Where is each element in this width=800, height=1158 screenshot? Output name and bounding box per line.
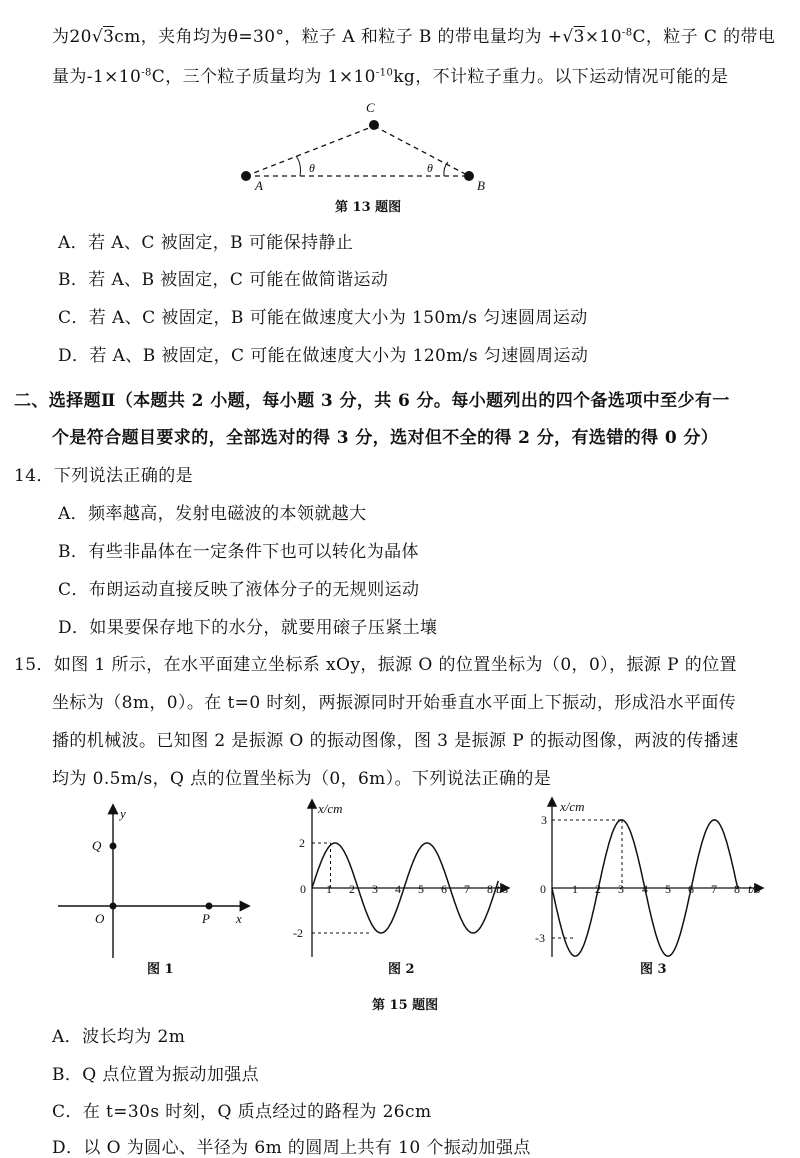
q14-option-d: D．如果要保存地下的水分，就要用磙子压紧土壤 bbox=[58, 618, 438, 638]
fig3-caption: 图 3 bbox=[640, 962, 667, 977]
fig3-origin: 0 bbox=[540, 882, 546, 896]
q13-stem-line2: 量为$-1\times 10^{-8}C$，三个粒子质量均为 $1\times 10^{-10}kg$，不计粒子重力。以下运动情况可能的是 bbox=[52, 67, 729, 87]
section2-header-line1: 二、选择题Ⅱ（本题共 2 小题，每小题 3 分，共 6 分。每小题列出的四个备选项中至少有一 bbox=[14, 391, 730, 411]
q15-stem-line1: 15．如图 1 所示，在水平面建立坐标系 xOy，振源 O 的位置坐标为（0，0），振源 P 的位置 bbox=[14, 655, 737, 675]
origin-point bbox=[110, 903, 117, 910]
fig2-tick-3: 3 bbox=[372, 882, 378, 896]
particle-a bbox=[241, 171, 251, 181]
q13-option-b: B．若 A、B 被固定，C 可能在做简谐运动 bbox=[58, 270, 389, 290]
angle-arc-a bbox=[296, 156, 301, 176]
q13-stem-line1: 为20√3cm，夹角均为θ=30°，粒子 A 和粒子 B 的带电量均为 $+√3\times 10^{-8}C$，粒子 C 的带电 bbox=[52, 27, 776, 47]
fig3-tick-1: 1 bbox=[572, 882, 578, 896]
fig2-tick-8: 8 bbox=[487, 882, 493, 896]
fig3-tick-7: 7 bbox=[711, 882, 717, 896]
fig2-tick-4: 4 bbox=[395, 882, 401, 896]
fig3-tick-6: 6 bbox=[688, 882, 694, 896]
q14-option-b: B．有些非晶体在一定条件下也可以转化为晶体 bbox=[58, 542, 419, 562]
label-b: B bbox=[477, 178, 485, 193]
particle-c bbox=[369, 120, 379, 130]
fig3-tick-2: 2 bbox=[595, 882, 601, 896]
fig2-caption: 图 2 bbox=[388, 962, 415, 977]
fig2-tick-7: 7 bbox=[464, 882, 470, 896]
q13-figure-caption: 第 13 题图 bbox=[335, 200, 402, 215]
fig2-tick-1: 1 bbox=[326, 882, 332, 896]
q15-option-d: D．以 O 为圆心、半径为 6m 的圆周上共有 10 个振动加强点 bbox=[52, 1138, 531, 1158]
fig3-y-label: x/cm bbox=[560, 799, 585, 814]
fig2-tick-6: 6 bbox=[441, 882, 447, 896]
fig2-pos-amp: 2 bbox=[299, 836, 305, 850]
fig3-tick-5: 5 bbox=[665, 882, 671, 896]
q15-option-a: A．波长均为 2m bbox=[52, 1027, 186, 1047]
q13-option-d: D．若 A、B 被固定，C 可能在做速度大小为 120m/s 匀速圆周运动 bbox=[58, 346, 589, 366]
point-q bbox=[110, 843, 117, 850]
fig1-o-label: O bbox=[95, 911, 105, 926]
fig1-p-label: P bbox=[202, 911, 210, 926]
fig1-x-label: x bbox=[236, 911, 242, 926]
fig3-tick-3: 3 bbox=[618, 882, 624, 896]
particle-b bbox=[464, 171, 474, 181]
q15-stem-line2: 坐标为（8m，0）。在 t=0 时刻，两振源同时开始垂直水平面上下振动，形成沿水平面传 bbox=[52, 693, 737, 713]
q13-figure bbox=[0, 98, 800, 193]
theta-a: θ bbox=[309, 161, 315, 175]
point-p bbox=[206, 903, 213, 910]
q15-option-c: C．在 t=30s 时刻，Q 质点经过的路程为 26cm bbox=[52, 1102, 432, 1122]
fig3-pos-amp: 3 bbox=[541, 813, 547, 827]
fig1-y-label: y bbox=[120, 806, 126, 821]
fig2-origin: 0 bbox=[300, 882, 306, 896]
q14-option-a: A．频率越高，发射电磁波的本领就越大 bbox=[58, 504, 367, 524]
q14-option-c: C．布朗运动直接反映了液体分子的无规则运动 bbox=[58, 580, 420, 600]
label-c: C bbox=[366, 100, 375, 115]
q15-fig3 bbox=[530, 797, 770, 967]
label-a: A bbox=[255, 178, 263, 193]
fig3-x-label: t/s bbox=[748, 881, 761, 896]
fig2-tick-2: 2 bbox=[349, 882, 355, 896]
fig2-tick-5: 5 bbox=[418, 882, 424, 896]
fig1-caption: 图 1 bbox=[147, 962, 174, 977]
q14-stem: 14．下列说法正确的是 bbox=[14, 466, 194, 486]
fig2-neg-amp: -2 bbox=[293, 926, 303, 940]
q15-fig1 bbox=[52, 800, 252, 980]
fig1-q-label: Q bbox=[92, 838, 102, 853]
section2-header-line2: 个是符合题目要求的，全部选对的得 3 分，选对但不全的得 2 分，有选错的得 0 分） bbox=[52, 428, 719, 448]
q13-option-a: A．若 A、C 被固定，B 可能保持静止 bbox=[58, 233, 354, 253]
fig2-y-label: x/cm bbox=[318, 801, 343, 816]
q15-option-b: B．Q 点位置为振动加强点 bbox=[52, 1065, 260, 1085]
fig3-tick-4: 4 bbox=[642, 882, 648, 896]
q15-stem-line4: 均为 0.5m/s，Q 点的位置坐标为（0，6m）。下列说法正确的是 bbox=[52, 769, 552, 789]
theta-b: θ bbox=[427, 161, 433, 175]
q15-fig2 bbox=[282, 797, 512, 967]
q15-stem-line3: 播的机械波。已知图 2 是振源 O 的振动图像，图 3 是振源 P 的振动图像，两波的传播速 bbox=[52, 731, 739, 751]
fig2-x-label: t/s bbox=[496, 881, 509, 896]
fig3-neg-amp: -3 bbox=[535, 931, 545, 945]
fig3-tick-8: 8 bbox=[734, 882, 740, 896]
q13-option-c: C．若 A、C 被固定，B 可能在做速度大小为 150m/s 匀速圆周运动 bbox=[58, 308, 588, 328]
q15-figure-caption: 第 15 题图 bbox=[372, 998, 439, 1013]
